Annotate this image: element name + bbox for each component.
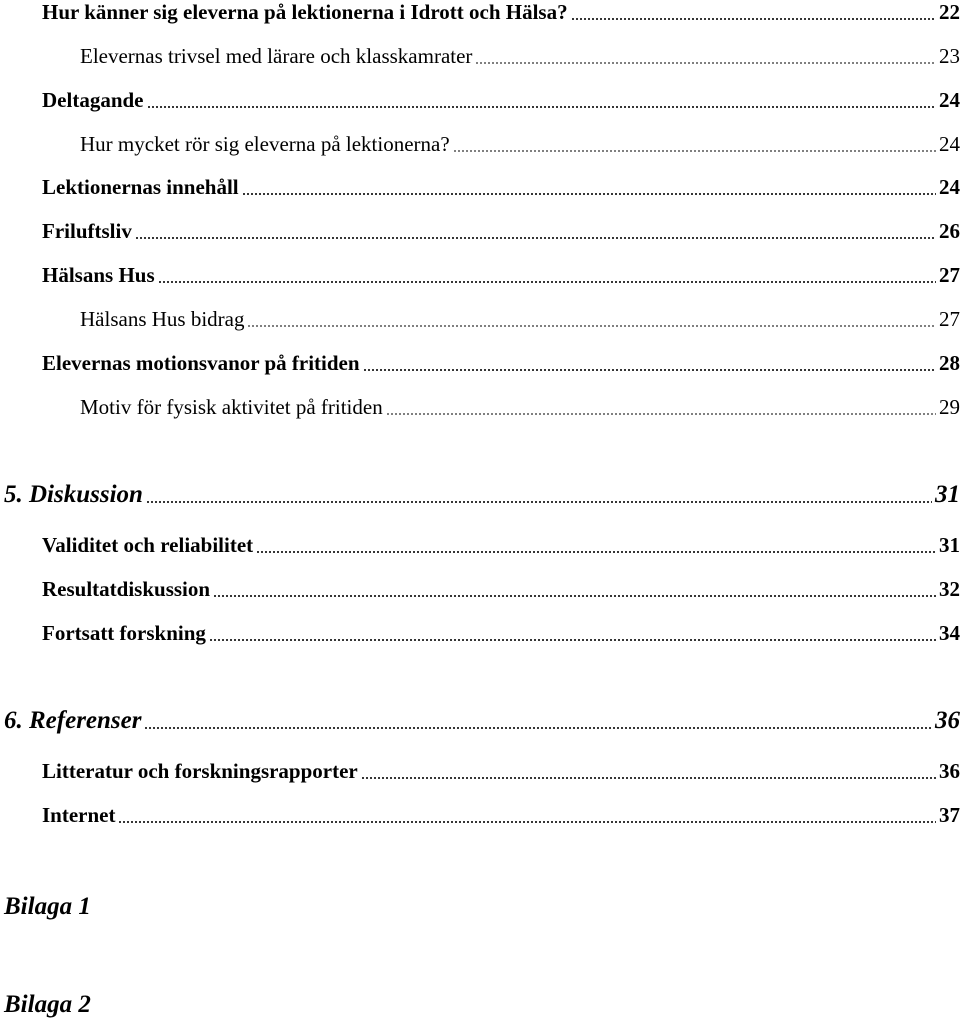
toc-entry[interactable] — [42, 0, 960, 25]
dot-leader — [363, 368, 936, 372]
toc-entry-title: Hälsans Hus bidrag — [80, 307, 245, 331]
dot-leader — [386, 412, 936, 416]
toc-entry-title: Litteratur och forskningsrapporter — [42, 759, 358, 783]
toc-entry-page: 22 — [939, 0, 960, 24]
toc-entry-title: 5. Diskussion — [4, 481, 143, 508]
appendix-heading[interactable]: Bilaga 1 — [4, 893, 91, 920]
dot-leader — [242, 192, 936, 196]
toc-section-heading[interactable] — [4, 481, 960, 509]
toc-entry-title: Lektionernas innehåll — [42, 175, 239, 199]
toc-entry[interactable] — [80, 132, 960, 157]
toc-entry-page: 26 — [939, 219, 960, 243]
toc-entry[interactable] — [42, 263, 960, 288]
toc-entry-page: 28 — [939, 351, 960, 375]
toc-entry-page: 24 — [939, 132, 960, 156]
dot-leader — [475, 61, 936, 65]
toc-entry[interactable] — [42, 759, 960, 784]
toc-entry-page: 34 — [939, 621, 960, 645]
dot-leader — [247, 324, 936, 328]
toc-entry[interactable] — [80, 395, 960, 420]
dot-leader — [144, 726, 932, 730]
toc-entry-title: Fortsatt forskning — [42, 621, 206, 645]
toc-entry-title: Elevernas trivsel med lärare och klasskamrater — [80, 44, 473, 68]
dot-leader — [209, 638, 936, 642]
toc-entry-title: Hur känner sig eleverna på lektionerna i Idrott och Hälsa? — [42, 0, 568, 24]
toc-entry[interactable] — [42, 577, 960, 602]
toc-entry[interactable] — [42, 621, 960, 646]
toc-entry[interactable] — [42, 175, 960, 200]
toc-entry-title: Motiv för fysisk aktivitet på fritiden — [80, 395, 383, 419]
toc-entry-page: 29 — [939, 395, 960, 419]
toc-entry-page: 23 — [939, 44, 960, 68]
toc-entry-page: 31 — [939, 533, 960, 557]
dot-leader — [135, 236, 936, 240]
toc-entry-title: Deltagande — [42, 88, 144, 112]
toc-entry[interactable] — [80, 307, 960, 332]
toc-entry-page: 32 — [939, 577, 960, 601]
toc-entry-page: 36 — [939, 759, 960, 783]
toc-entry-title: Internet — [42, 803, 116, 827]
toc-entry-title: Validitet och reliabilitet — [42, 533, 254, 557]
toc-entry[interactable] — [42, 803, 960, 828]
toc-entry-page: 37 — [939, 803, 960, 827]
dot-leader — [147, 105, 937, 109]
toc-section-heading[interactable] — [4, 707, 960, 735]
toc-entry-title: Hur mycket rör sig eleverna på lektionerna? — [80, 132, 450, 156]
appendix-heading[interactable]: Bilaga 2 — [4, 991, 91, 1018]
dot-leader — [158, 280, 936, 284]
dot-leader — [146, 500, 932, 504]
dot-leader — [213, 594, 936, 598]
dot-leader — [118, 820, 936, 824]
toc-entry-page: 27 — [939, 307, 960, 331]
toc-entry-title: Friluftsliv — [42, 219, 132, 243]
dot-leader — [453, 149, 936, 153]
toc-entry-page: 24 — [939, 88, 960, 112]
toc-entry-title: Hälsans Hus — [42, 263, 155, 287]
toc-entry-title: Resultatdiskussion — [42, 577, 211, 601]
toc-entry[interactable] — [42, 351, 960, 376]
toc-entry-title: Elevernas motionsvanor på fritiden — [42, 351, 360, 375]
toc-entry[interactable] — [42, 219, 960, 244]
toc-entry-page: 36 — [935, 707, 960, 734]
dot-leader — [571, 17, 936, 21]
toc-entry[interactable] — [42, 88, 960, 113]
dot-leader — [361, 776, 936, 780]
toc-entry-page: 31 — [935, 481, 960, 508]
toc-entry[interactable] — [42, 533, 960, 558]
dot-leader — [256, 550, 936, 554]
toc-entry-page: 27 — [939, 263, 960, 287]
toc-entry-title: 6. Referenser — [4, 707, 142, 734]
toc-entry-page: 24 — [939, 175, 960, 199]
toc-entry[interactable] — [80, 44, 960, 69]
